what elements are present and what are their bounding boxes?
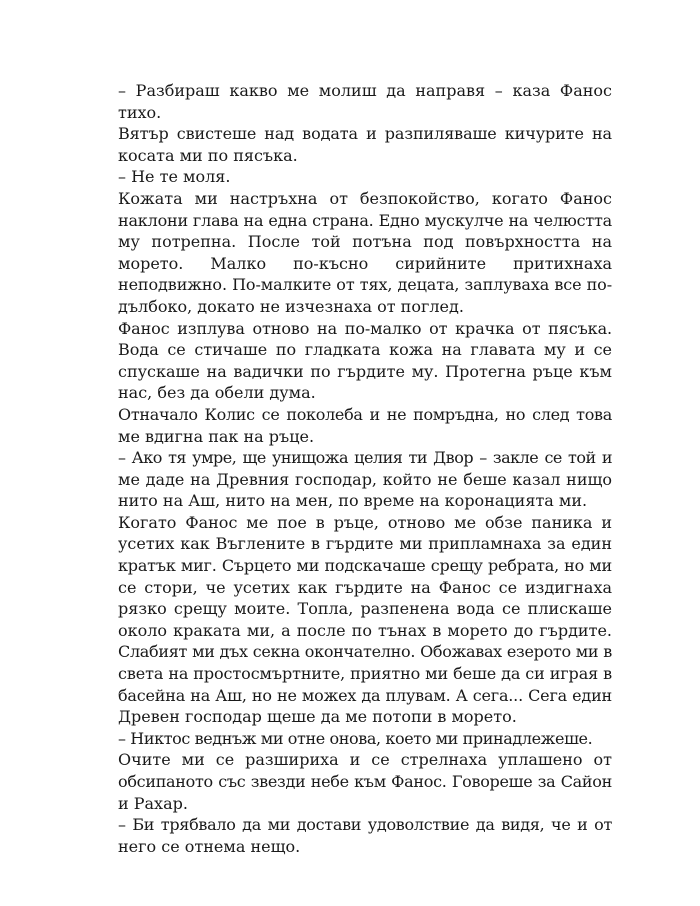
text-line: морето. Малко по-късно сирийните притихнаха <box>118 253 612 273</box>
text-line: усетих как Въглените в гърдите ми припламнаха за един <box>118 534 612 554</box>
paragraph <box>100 728 612 750</box>
text-line: Фанос изплува отново на по-малко от крачка от пясъка. <box>118 318 612 338</box>
text-line: басейна на Аш, но не можех да плувам. А сега... Сега един <box>118 685 612 705</box>
text-line: и Рахар. <box>118 793 188 813</box>
text-line: нас, без да обели дума. <box>118 383 316 403</box>
text-line: – Не те моля. <box>118 167 231 187</box>
text-line: му потрепна. После той потъна под повърхността на <box>118 232 612 252</box>
paragraph <box>100 447 612 512</box>
text-line: ме даде на Древния господар, който не беше казал нищо <box>118 469 612 489</box>
text-line: кратък миг. Сърцето ми подскачаше срещу ребрата, но ми <box>118 556 612 576</box>
text-line: Отначало Колис се поколеба и не помръдна, но след това <box>118 404 612 424</box>
text-line: – Разбираш какво ме молиш да направя – каза Фанос <box>118 81 612 100</box>
text-line: Вода се стичаше по гладката кожа на главата му и се <box>118 340 612 360</box>
text-line: нито на Аш, нито на мен, по време на коронацията ми. <box>118 491 588 511</box>
text-line: около краката ми, а после по тънах в морето до гърдите. <box>118 620 612 640</box>
text-line: тихо. <box>118 102 162 122</box>
text-line: неподвижно. По-малките от тях, децата, заплуваха все по- <box>118 275 612 295</box>
text-line: дълбоко, докато не изчезнаха от поглед. <box>118 296 464 316</box>
paragraph <box>100 404 612 447</box>
text-line: Очите ми се разшириха и се стрелнаха уплашено от <box>118 750 612 770</box>
text-line: – Ако тя умре, ще унищожа целия ти Двор – закле се той и <box>118 448 612 468</box>
paragraph <box>100 749 612 814</box>
paragraph <box>100 814 612 857</box>
paragraph <box>100 512 612 728</box>
paragraph <box>100 166 612 188</box>
text-line: обсипаното със звезди небе към Фанос. Говореше за Сайон <box>118 772 612 791</box>
text-line: Кожата ми настръхна от безпокойство, когато Фанос <box>118 188 612 208</box>
text-line: Вятър свистеше над водата и разпиляваше кичурите на <box>118 124 612 144</box>
text-body <box>100 80 612 857</box>
text-line: Древен господар щеше да ме потопи в морето. <box>118 707 517 727</box>
text-line: света на простосмъртните, приятно ми беше да си играя в <box>118 664 613 684</box>
text-line: косата ми по пясъка. <box>118 145 298 165</box>
text-line: него се отнема нещо. <box>118 836 301 856</box>
text-line: Слабият ми дъх секна окончателно. Обожавах езерото ми в <box>118 642 612 662</box>
paragraph <box>100 318 612 404</box>
paragraph <box>100 123 612 166</box>
text-line: ме вдигна пак на ръце. <box>118 426 315 446</box>
paragraph <box>100 80 612 123</box>
paragraph <box>100 188 612 318</box>
text-line: спускаше на вадички по гърдите му. Протегна ръце към <box>118 361 612 381</box>
text-line: – Никтос веднъж ми отне онова, което ми принадлежеше. <box>118 728 593 748</box>
text-line: се стори, че усетих как гърдите на Фанос се издигнаха <box>118 577 612 597</box>
text-line: наклони глава на една страна. Едно мускулче на челюстта <box>118 210 612 230</box>
text-line: Когато Фанос ме пое в ръце, отново ме обзе паника и <box>118 512 612 532</box>
text-line: – Би трябвало да ми достави удоволствие да видя, че и от <box>118 815 612 835</box>
text-line: рязко срещу моите. Топла, разпенена вода се плискаше <box>118 599 612 619</box>
